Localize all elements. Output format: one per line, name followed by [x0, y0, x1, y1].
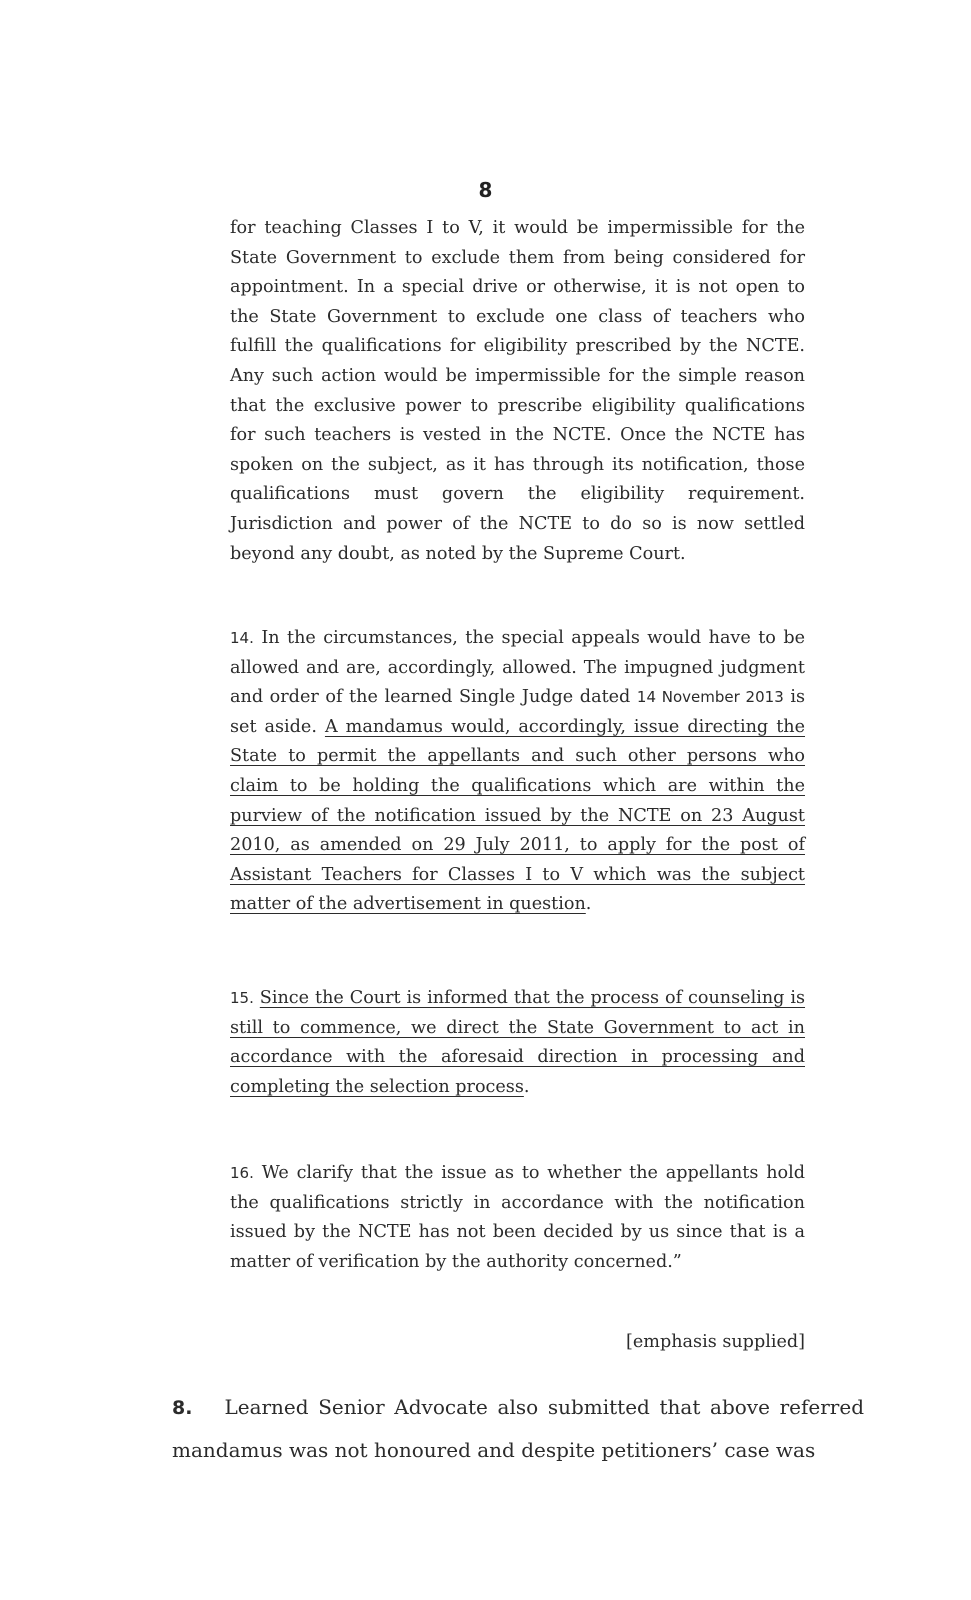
emphasized-text: Since the Court is informed that the process of counseling is still to commence, we direct the State Government to act in accordance with the aforesaid direction in processing and completing the selection process [230, 988, 806, 1097]
emphasized-text: A mandamus would, accordingly, issue directing the State to permit the appellants and such other persons who claim to be holding the qualifications which are within the purview of the notification issued by the NCTE on 23 August 2010, as amended on 29 July 2011, to apply for the post of Assistant Teachers for Classes I to V which was the subject matter of the advertisement in question [230, 716, 806, 915]
page-number: 8 [478, 178, 493, 202]
quote-paragraph-14 [230, 624, 805, 920]
paragraph-number: 16. [230, 1164, 254, 1182]
paragraph-end: . [523, 1076, 530, 1097]
judgment-date: 14 November 2013 [636, 688, 784, 707]
paragraph-number: 14. [230, 629, 254, 647]
paragraph-text: is set aside. [230, 687, 805, 737]
paragraph-number: 15. [230, 989, 254, 1007]
quote-paragraph-15 [230, 984, 805, 1102]
quote-paragraph-16 [230, 1159, 805, 1277]
quote-intro-paragraph: for teaching Classes I to V, it would be impermissible for the State Government to exclude them from being considered for appointment. In a special drive or otherwise, it is not open to the State Government to exclude one class of teachers who fulfill the qualifications for eligibility prescribed by the NCTE. Any such action would be impermissible for the simple reason that the exclusive power to prescribe eligibility qualifications for such teachers is vested in the NCTE. Once the NCTE has spoken on the subject, as it has through its notification, those qualifications must govern the eligibility requirement. Jurisdiction and power of the NCTE to do so is now settled beyond any doubt, as noted by the Supreme Court. [230, 218, 805, 564]
paragraph-end: . [585, 894, 592, 915]
paragraph-text: We clarify that the issue as to whether the appellants hold the qualifications strictly in accordance with the notification issued by the NCTE has not been decided by us since that is a matter of verification by the authority concerned.” [230, 1163, 806, 1272]
emphasis-note: [emphasis supplied] [626, 1332, 805, 1352]
paragraph-text: Learned Senior Advocate also submitted that above referred mandamus was not honoured and despite petitioners’ case was [172, 1395, 864, 1462]
body-paragraph-8 [172, 1386, 864, 1471]
paragraph-number: 8. [172, 1397, 193, 1419]
paragraph-text: In the circumstances, the special appeals would have to be allowed and are, accordingly, allowed. The impugned judgment and order of the learned Single Judge dated [230, 628, 806, 708]
